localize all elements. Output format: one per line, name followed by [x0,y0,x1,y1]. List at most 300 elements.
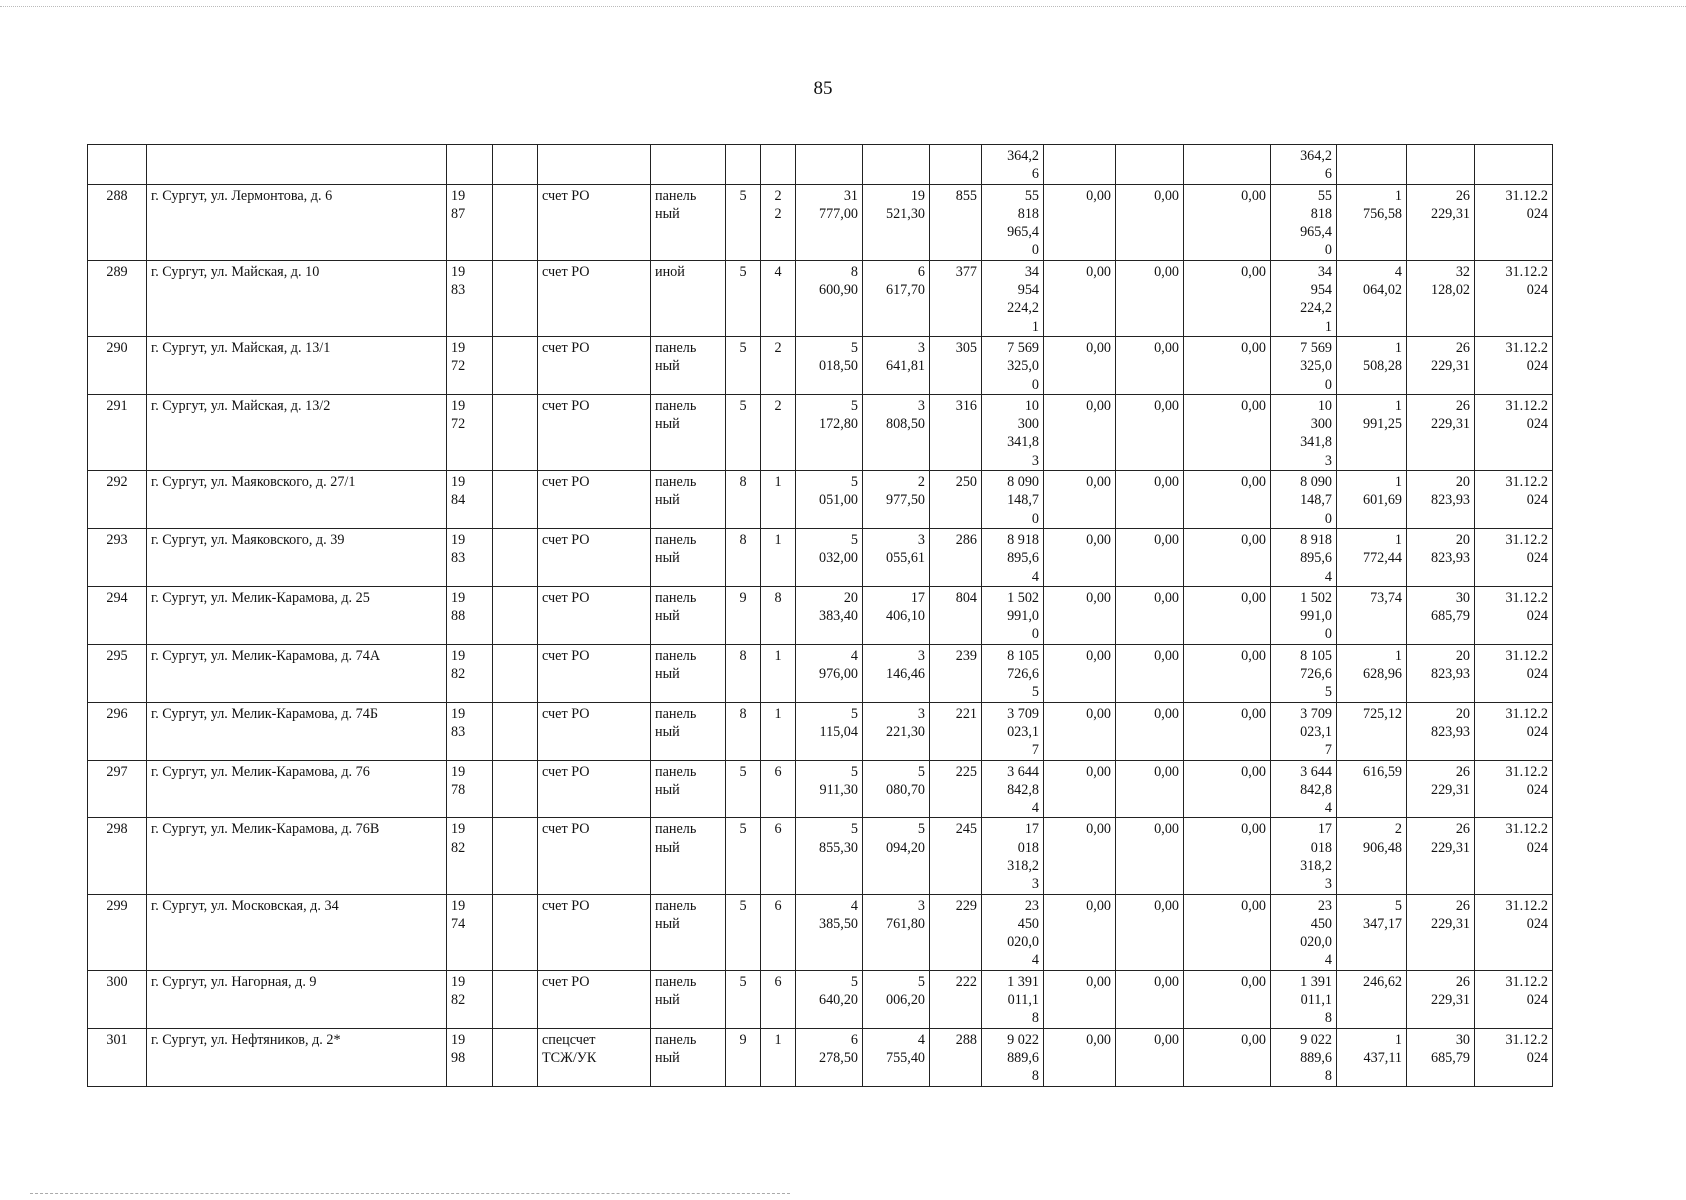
cell-address: г. Сургут, ул. Маяковского, д. 27/1 [147,471,447,529]
cell-row-number: 299 [88,894,147,970]
cell-row-number: 301 [88,1028,147,1086]
cell-total-area: 6 278,50 [796,1028,863,1086]
cell-federal-funds: 0,00 [1044,702,1116,760]
cell-unit-cost: 1 508,28 [1337,336,1407,394]
cell-unit-cost: 1 628,96 [1337,644,1407,702]
cell-fund-method: счет РО [538,970,651,1028]
cell-floors: 8 [726,528,761,586]
page-number: 85 [813,78,833,99]
cell-floors: 5 [726,970,761,1028]
cell-entrances: 8 [761,586,796,644]
cell-row-number: 296 [88,702,147,760]
cell-wall-material: панель ный [651,586,726,644]
cell-build-year: 19 88 [447,586,493,644]
cell-total-area: 5 051,00 [796,471,863,529]
cell-wall-material: иной [651,260,726,336]
table-row [88,760,1553,818]
cell-living-area: 5 080,70 [863,760,930,818]
cell-total-area: 20 383,40 [796,586,863,644]
cell-owner-funds: 23 450 020,0 4 [1271,894,1337,970]
cell-blank-cell [493,818,538,894]
cell-fund-method: счет РО [538,528,651,586]
cell-federal-funds [1044,145,1116,185]
cell-completion-date: 31.12.2 024 [1475,644,1553,702]
cell-address: г. Сургут, ул. Лермонтова, д. 6 [147,184,447,260]
cell-living-area: 5 006,20 [863,970,930,1028]
cell-unit-cost: 1 991,25 [1337,394,1407,470]
cell-total-cost: 8 105 726,6 5 [982,644,1044,702]
cell-completion-date: 31.12.2 024 [1475,471,1553,529]
cell-blank-cell [493,970,538,1028]
cell-build-year: 19 72 [447,336,493,394]
cell-regional-funds: 0,00 [1116,644,1184,702]
cell-completion-date: 31.12.2 024 [1475,970,1553,1028]
cell-entrances: 2 [761,394,796,470]
cell-floors: 8 [726,702,761,760]
cell-fund-method: счет РО [538,644,651,702]
cell-build-year: 19 98 [447,1028,493,1086]
cell-entrances: 2 2 [761,184,796,260]
cell-fund-method: счет РО [538,894,651,970]
cell-fund-method [538,145,651,185]
cell-floors: 5 [726,894,761,970]
cell-regional-funds: 0,00 [1116,471,1184,529]
scan-edge-line [0,6,1686,7]
cell-regional-funds: 0,00 [1116,528,1184,586]
cell-local-funds: 0,00 [1184,760,1271,818]
cell-total-area [796,145,863,185]
cell-row-number: 290 [88,336,147,394]
cell-residents: 804 [930,586,982,644]
cell-fund-method: счет РО [538,702,651,760]
table-row [88,471,1553,529]
cell-unit-cost: 246,62 [1337,970,1407,1028]
cell-local-funds: 0,00 [1184,818,1271,894]
cell-regional-funds: 0,00 [1116,702,1184,760]
cell-blank-cell [493,471,538,529]
cell-total-cost: 1 391 011,1 8 [982,970,1044,1028]
cell-local-funds: 0,00 [1184,586,1271,644]
cell-total-area: 5 172,80 [796,394,863,470]
cell-blank-cell [493,1028,538,1086]
cell-blank-cell [493,644,538,702]
cell-living-area: 2 977,50 [863,471,930,529]
cell-build-year: 19 82 [447,644,493,702]
table-row [88,644,1553,702]
cell-total-cost: 364,2 6 [982,145,1044,185]
cell-owner-funds: 1 502 991,0 0 [1271,586,1337,644]
cell-owner-funds: 10 300 341,8 3 [1271,394,1337,470]
cell-completion-date: 31.12.2 024 [1475,260,1553,336]
cell-residents: 229 [930,894,982,970]
cell-owner-funds: 8 918 895,6 4 [1271,528,1337,586]
cell-completion-date: 31.12.2 024 [1475,818,1553,894]
cell-completion-date: 31.12.2 024 [1475,760,1553,818]
scan-edge-line [30,1193,790,1194]
cell-blank-cell [493,336,538,394]
cell-floors: 5 [726,260,761,336]
cell-fund-method: счет РО [538,394,651,470]
cell-address: г. Сургут, ул. Нагорная, д. 9 [147,970,447,1028]
cell-address: г. Сургут, ул. Мелик-Карамова, д. 76В [147,818,447,894]
cell-completion-date: 31.12.2 024 [1475,528,1553,586]
cell-entrances: 1 [761,471,796,529]
cell-owner-funds: 17 018 318,2 3 [1271,818,1337,894]
cell-total-cost: 10 300 341,8 3 [982,394,1044,470]
cell-total-area: 5 911,30 [796,760,863,818]
cell-regional-funds: 0,00 [1116,970,1184,1028]
cell-address: г. Сургут, ул. Нефтяников, д. 2* [147,1028,447,1086]
cell-total-cost: 8 090 148,7 0 [982,471,1044,529]
cell-unit-cost: 1 756,58 [1337,184,1407,260]
cell-blank-cell [493,394,538,470]
cell-residents: 239 [930,644,982,702]
cell-owner-funds: 364,2 6 [1271,145,1337,185]
cell-residents: 286 [930,528,982,586]
cell-floors: 9 [726,586,761,644]
table-row [88,528,1553,586]
cell-local-funds [1184,145,1271,185]
cell-limit-cost: 26 229,31 [1407,184,1475,260]
cell-completion-date: 31.12.2 024 [1475,586,1553,644]
cell-fund-method: счет РО [538,260,651,336]
cell-unit-cost: 1 437,11 [1337,1028,1407,1086]
cell-blank-cell [493,586,538,644]
cell-build-year: 19 74 [447,894,493,970]
cell-residents: 316 [930,394,982,470]
cell-completion-date: 31.12.2 024 [1475,894,1553,970]
cell-floors: 5 [726,760,761,818]
cell-total-cost: 55 818 965,4 0 [982,184,1044,260]
cell-local-funds: 0,00 [1184,1028,1271,1086]
cell-living-area: 3 641,81 [863,336,930,394]
cell-completion-date: 31.12.2 024 [1475,1028,1553,1086]
cell-total-cost: 1 502 991,0 0 [982,586,1044,644]
cell-blank-cell [493,702,538,760]
cell-row-number: 292 [88,471,147,529]
table-row [88,702,1553,760]
cell-regional-funds: 0,00 [1116,184,1184,260]
cell-build-year: 19 83 [447,528,493,586]
cell-living-area: 3 808,50 [863,394,930,470]
cell-local-funds: 0,00 [1184,471,1271,529]
cell-wall-material: панель ный [651,336,726,394]
cell-regional-funds: 0,00 [1116,586,1184,644]
cell-limit-cost: 26 229,31 [1407,336,1475,394]
cell-living-area [863,145,930,185]
cell-unit-cost: 2 906,48 [1337,818,1407,894]
cell-entrances: 6 [761,894,796,970]
cell-total-cost: 3 709 023,1 7 [982,702,1044,760]
cell-living-area: 3 055,61 [863,528,930,586]
cell-living-area: 19 521,30 [863,184,930,260]
cell-regional-funds: 0,00 [1116,760,1184,818]
cell-owner-funds: 3 644 842,8 4 [1271,760,1337,818]
table-row [88,336,1553,394]
cell-unit-cost: 73,74 [1337,586,1407,644]
cell-owner-funds: 9 022 889,6 8 [1271,1028,1337,1086]
table-row [88,894,1553,970]
cell-address: г. Сургут, ул. Московская, д. 34 [147,894,447,970]
cell-living-area: 4 755,40 [863,1028,930,1086]
cell-limit-cost [1407,145,1475,185]
cell-wall-material: панель ный [651,394,726,470]
carryover-row [88,145,1553,185]
cell-row-number: 300 [88,970,147,1028]
cell-regional-funds: 0,00 [1116,260,1184,336]
cell-build-year [447,145,493,185]
cell-wall-material [651,145,726,185]
cell-owner-funds: 55 818 965,4 0 [1271,184,1337,260]
cell-build-year: 19 72 [447,394,493,470]
cell-federal-funds: 0,00 [1044,336,1116,394]
cell-total-cost: 34 954 224,2 1 [982,260,1044,336]
cell-fund-method: счет РО [538,818,651,894]
cell-owner-funds: 34 954 224,2 1 [1271,260,1337,336]
cell-address: г. Сургут, ул. Мелик-Карамова, д. 76 [147,760,447,818]
cell-federal-funds: 0,00 [1044,818,1116,894]
cell-row-number: 294 [88,586,147,644]
cell-total-area: 8 600,90 [796,260,863,336]
cell-living-area: 3 221,30 [863,702,930,760]
cell-total-area: 5 032,00 [796,528,863,586]
cell-local-funds: 0,00 [1184,528,1271,586]
table-row [88,586,1553,644]
cell-residents: 305 [930,336,982,394]
cell-row-number [88,145,147,185]
cell-floors: 8 [726,471,761,529]
cell-total-area: 31 777,00 [796,184,863,260]
cell-row-number: 291 [88,394,147,470]
cell-floors: 9 [726,1028,761,1086]
cell-address: г. Сургут, ул. Мелик-Карамова, д. 25 [147,586,447,644]
cell-blank-cell [493,184,538,260]
cell-total-area: 5 115,04 [796,702,863,760]
cell-floors: 5 [726,184,761,260]
table-row [88,818,1553,894]
cell-unit-cost: 1 601,69 [1337,471,1407,529]
cell-completion-date: 31.12.2 024 [1475,394,1553,470]
cell-entrances: 2 [761,336,796,394]
cell-blank-cell [493,260,538,336]
cell-federal-funds: 0,00 [1044,394,1116,470]
cell-local-funds: 0,00 [1184,336,1271,394]
cell-entrances: 6 [761,760,796,818]
cell-unit-cost: 5 347,17 [1337,894,1407,970]
cell-residents: 855 [930,184,982,260]
cell-completion-date [1475,145,1553,185]
cell-row-number: 293 [88,528,147,586]
cell-federal-funds: 0,00 [1044,528,1116,586]
table-row [88,970,1553,1028]
cell-regional-funds: 0,00 [1116,336,1184,394]
cell-limit-cost: 26 229,31 [1407,394,1475,470]
cell-regional-funds: 0,00 [1116,1028,1184,1086]
cell-owner-funds: 8 090 148,7 0 [1271,471,1337,529]
cell-floors: 5 [726,394,761,470]
cell-limit-cost: 26 229,31 [1407,894,1475,970]
table-row [88,184,1553,260]
cell-wall-material: панель ный [651,184,726,260]
cell-residents: 377 [930,260,982,336]
cell-limit-cost: 26 229,31 [1407,818,1475,894]
cell-address: г. Сургут, ул. Мелик-Карамова, д. 74Б [147,702,447,760]
cell-limit-cost: 30 685,79 [1407,1028,1475,1086]
cell-floors: 5 [726,336,761,394]
cell-residents: 245 [930,818,982,894]
cell-federal-funds: 0,00 [1044,184,1116,260]
cell-entrances: 6 [761,818,796,894]
cell-unit-cost: 1 772,44 [1337,528,1407,586]
cell-living-area: 3 146,46 [863,644,930,702]
cell-entrances: 1 [761,702,796,760]
cell-row-number: 289 [88,260,147,336]
cell-build-year: 19 84 [447,471,493,529]
cell-entrances: 4 [761,260,796,336]
cell-local-funds: 0,00 [1184,260,1271,336]
housing-registry-table [87,144,1553,1087]
cell-local-funds: 0,00 [1184,184,1271,260]
cell-residents: 288 [930,1028,982,1086]
cell-local-funds: 0,00 [1184,894,1271,970]
cell-regional-funds: 0,00 [1116,818,1184,894]
cell-build-year: 19 83 [447,702,493,760]
cell-wall-material: панель ный [651,644,726,702]
cell-unit-cost [1337,145,1407,185]
cell-wall-material: панель ный [651,760,726,818]
table-body [88,145,1553,1087]
cell-local-funds: 0,00 [1184,394,1271,470]
cell-fund-method: счет РО [538,760,651,818]
cell-total-area: 5 855,30 [796,818,863,894]
cell-regional-funds [1116,145,1184,185]
cell-total-cost: 3 644 842,8 4 [982,760,1044,818]
cell-total-cost: 7 569 325,0 0 [982,336,1044,394]
cell-total-area: 5 018,50 [796,336,863,394]
cell-address: г. Сургут, ул. Маяковского, д. 39 [147,528,447,586]
cell-local-funds: 0,00 [1184,970,1271,1028]
cell-total-area: 4 385,50 [796,894,863,970]
cell-residents: 221 [930,702,982,760]
cell-floors: 8 [726,644,761,702]
cell-limit-cost: 32 128,02 [1407,260,1475,336]
cell-federal-funds: 0,00 [1044,760,1116,818]
cell-total-cost: 23 450 020,0 4 [982,894,1044,970]
cell-federal-funds: 0,00 [1044,894,1116,970]
cell-limit-cost: 20 823,93 [1407,644,1475,702]
cell-residents: 225 [930,760,982,818]
cell-federal-funds: 0,00 [1044,1028,1116,1086]
cell-unit-cost: 4 064,02 [1337,260,1407,336]
cell-living-area: 17 406,10 [863,586,930,644]
cell-residents: 250 [930,471,982,529]
cell-federal-funds: 0,00 [1044,586,1116,644]
cell-federal-funds: 0,00 [1044,970,1116,1028]
cell-regional-funds: 0,00 [1116,394,1184,470]
cell-total-cost: 8 918 895,6 4 [982,528,1044,586]
cell-owner-funds: 1 391 011,1 8 [1271,970,1337,1028]
cell-fund-method: спецсчет ТСЖ/УК [538,1028,651,1086]
cell-living-area: 5 094,20 [863,818,930,894]
cell-floors: 5 [726,818,761,894]
cell-living-area: 6 617,70 [863,260,930,336]
cell-limit-cost: 30 685,79 [1407,586,1475,644]
cell-fund-method: счет РО [538,336,651,394]
cell-entrances: 1 [761,644,796,702]
cell-build-year: 19 82 [447,818,493,894]
cell-build-year: 19 83 [447,260,493,336]
table-row [88,260,1553,336]
cell-wall-material: панель ный [651,818,726,894]
cell-federal-funds: 0,00 [1044,260,1116,336]
cell-total-area: 4 976,00 [796,644,863,702]
cell-entrances [761,145,796,185]
cell-unit-cost: 616,59 [1337,760,1407,818]
cell-limit-cost: 20 823,93 [1407,528,1475,586]
cell-completion-date: 31.12.2 024 [1475,184,1553,260]
cell-owner-funds: 3 709 023,1 7 [1271,702,1337,760]
cell-floors [726,145,761,185]
cell-total-area: 5 640,20 [796,970,863,1028]
cell-build-year: 19 78 [447,760,493,818]
cell-entrances: 1 [761,528,796,586]
cell-row-number: 297 [88,760,147,818]
cell-row-number: 288 [88,184,147,260]
cell-row-number: 298 [88,818,147,894]
cell-local-funds: 0,00 [1184,702,1271,760]
cell-wall-material: панель ный [651,528,726,586]
cell-blank-cell [493,894,538,970]
cell-limit-cost: 26 229,31 [1407,970,1475,1028]
cell-row-number: 295 [88,644,147,702]
cell-fund-method: счет РО [538,471,651,529]
cell-limit-cost: 26 229,31 [1407,760,1475,818]
cell-total-cost: 17 018 318,2 3 [982,818,1044,894]
cell-owner-funds: 8 105 726,6 5 [1271,644,1337,702]
cell-total-cost: 9 022 889,6 8 [982,1028,1044,1086]
cell-limit-cost: 20 823,93 [1407,471,1475,529]
cell-residents: 222 [930,970,982,1028]
cell-regional-funds: 0,00 [1116,894,1184,970]
cell-blank-cell [493,145,538,185]
cell-residents [930,145,982,185]
cell-build-year: 19 82 [447,970,493,1028]
table-row [88,394,1553,470]
cell-address: г. Сургут, ул. Майская, д. 10 [147,260,447,336]
cell-entrances: 1 [761,1028,796,1086]
table-row [88,1028,1553,1086]
cell-build-year: 19 87 [447,184,493,260]
cell-wall-material: панель ный [651,894,726,970]
cell-address [147,145,447,185]
cell-blank-cell [493,760,538,818]
cell-wall-material: панель ный [651,471,726,529]
cell-completion-date: 31.12.2 024 [1475,336,1553,394]
cell-limit-cost: 20 823,93 [1407,702,1475,760]
cell-address: г. Сургут, ул. Мелик-Карамова, д. 74А [147,644,447,702]
cell-blank-cell [493,528,538,586]
cell-federal-funds: 0,00 [1044,644,1116,702]
cell-completion-date: 31.12.2 024 [1475,702,1553,760]
cell-unit-cost: 725,12 [1337,702,1407,760]
cell-address: г. Сургут, ул. Майская, д. 13/2 [147,394,447,470]
cell-fund-method: счет РО [538,184,651,260]
cell-entrances: 6 [761,970,796,1028]
cell-wall-material: панель ный [651,970,726,1028]
cell-wall-material: панель ный [651,1028,726,1086]
cell-living-area: 3 761,80 [863,894,930,970]
cell-address: г. Сургут, ул. Майская, д. 13/1 [147,336,447,394]
